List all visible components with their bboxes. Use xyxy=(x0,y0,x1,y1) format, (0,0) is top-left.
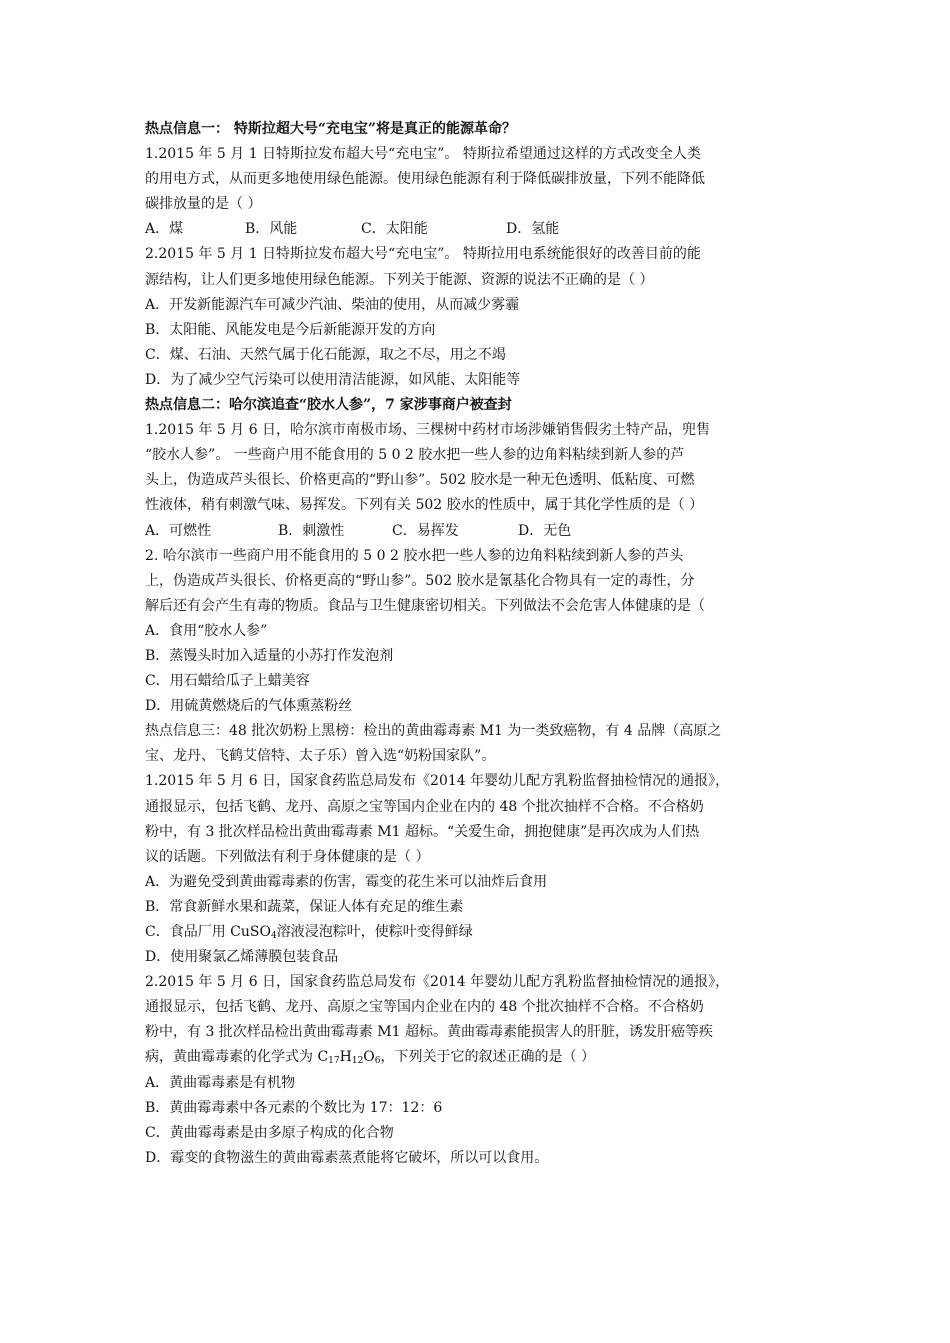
option-b: B．太阳能、风能发电是今后新能源开发的方向 xyxy=(145,321,436,338)
option-b: B．蒸馒头时加入适量的小苏打作发泡剂 xyxy=(145,647,394,664)
formula-h: H xyxy=(339,1049,352,1066)
option-a: A．为避免受到黄曲霉毒素的伤害，霉变的花生米可以油炸后食用 xyxy=(145,873,548,890)
formula-suffix: ，下列关于它的叙述正确的是（ ） xyxy=(380,1049,595,1066)
question-line: 源结构，让人们更多地使用绿色能源。下列关于能源、资源的说法不正确的是（ ） xyxy=(145,271,654,288)
options-row xyxy=(145,217,813,242)
formula-c-sub: 17 xyxy=(328,1056,340,1067)
option-d: D．氢能 xyxy=(506,221,560,238)
option-b: B．常食新鲜水果和蔬菜，保证人体有充足的维生素 xyxy=(145,898,464,915)
option-c-prefix: C．食品厂用 CuSO xyxy=(145,924,271,940)
section-heading-2: 热点信息二：哈尔滨追查“胶水人参”，7 家涉事商户被查封 xyxy=(145,397,512,414)
option-a: A．煤 xyxy=(145,221,184,238)
question-line: 2.2015 年 5 月 6 日，国家食药监总局发布《2014 年婴幼儿配方乳粉监督抽检情况的通报》， xyxy=(145,974,730,991)
question-line: 议的话题。下列做法有利于身体健康的是（ ） xyxy=(145,848,430,865)
option-c: C．黄曲霉毒素是由多原子构成的化合物 xyxy=(145,1124,394,1141)
question-line: 上，伪造成芦头很长、价格更高的“野山参”。502 胶水是氰基化合物具有一定的毒性，分 xyxy=(145,572,695,589)
question-line: 头上，伪造成芦头很长、价格更高的“野山参”。502 胶水是一种无色透明、低粘度、可燃 xyxy=(145,472,695,489)
question-line: 粉中，有 3 批次样品检出黄曲霉毒素 M1 超标。黄曲霉毒素能损害人的肝脏，诱发肝癌等疾 xyxy=(145,1024,713,1041)
question-line: 2. 哈尔滨市一些商户用不能食用的 5 0 2 胶水把一些人参的边角料粘续到新人参的芦头 xyxy=(145,547,684,564)
option-d: D．霉变的食物滋生的黄曲霉素蒸煮能将它破坏，所以可以食用。 xyxy=(145,1149,549,1166)
question-line: 2.2015 年 5 月 1 日特斯拉发布超大号“充电宝”。 特斯拉用电系统能很好的改善目前的能 xyxy=(145,246,701,263)
formula-h-sub: 12 xyxy=(351,1056,364,1067)
option-a: A．食用“胶水人参” xyxy=(145,622,268,639)
question-line: “胶水人参”。 一些商户用不能食用的 5 0 2 胶水把一些人参的边角料粘续到新人参的芦 xyxy=(145,447,685,464)
document-body xyxy=(145,117,813,1171)
question-line: 通报显示，包括飞鹤、龙丹、高原之宝等国内企业在内的 48 个批次抽样不合格。不合格奶 xyxy=(145,999,704,1016)
formula-prefix: 病，黄曲霉毒素的化学式为 C xyxy=(145,1049,329,1066)
option-c: C．煤、石油、天然气属于化石能源，取之不尽，用之不竭 xyxy=(145,346,506,363)
option-b: B．刺激性 xyxy=(278,522,345,539)
section-heading-3-cont: 宝、龙丹、飞鹤艾倍特、太子乐）曾入选“奶粉国家队”。 xyxy=(145,748,496,765)
option-d: D．使用聚氯乙烯薄膜包装食品 xyxy=(145,949,339,966)
option-b: B．黄曲霉毒素中各元素的个数比为 17：12：6 xyxy=(145,1099,443,1116)
option-c: C．易挥发 xyxy=(392,522,459,539)
question-line: 1.2015 年 5 月 6 日，国家食药监总局发布《2014 年婴幼儿配方乳粉监督抽检情况的通报》， xyxy=(145,773,730,790)
option-a: A．黄曲霉毒素是有机物 xyxy=(145,1074,296,1091)
options-row xyxy=(145,519,813,544)
option-a: A．开发新能源汽车可减少汽油、柴油的使用，从而减少雾霾 xyxy=(145,296,520,313)
formula-o-sub: 6 xyxy=(374,1056,381,1067)
option-c-suffix: 溶液浸泡粽叶，使粽叶变得鲜绿 xyxy=(276,924,473,940)
option-a: A．可燃性 xyxy=(145,522,212,539)
option-c-subscript: 4 xyxy=(270,931,277,941)
option-d: D．用硫黄燃烧后的气体熏蒸粉丝 xyxy=(145,698,353,715)
option-d: D．为了减少空气污染可以使用清洁能源，如风能、太阳能等 xyxy=(145,371,521,388)
option-c: C．用石蜡给瓜子上蜡美容 xyxy=(145,673,310,690)
option-b: B．风能 xyxy=(245,221,298,238)
question-line: 通报显示，包括飞鹤、龙丹、高原之宝等国内企业在内的 48 个批次抽样不合格。不合格奶 xyxy=(145,798,704,815)
question-line: 碳排放量的是（ ） xyxy=(145,196,262,213)
question-line: 性液体，稍有刺激气味、易挥发。下列有关 502 胶水的性质中，属于其化学性质的是（ ） xyxy=(145,497,704,514)
question-line: 解后还有会产生有毒的物质。食品与卫生健康密切相关。下列做法不会危害人体健康的是（ xyxy=(145,597,705,614)
section-heading-3: 热点信息三：48 批次奶粉上黑榜：检出的黄曲霉毒素 M1 为一类致癌物，有 4 品牌（高原之 xyxy=(145,723,722,740)
question-line: 1.2015 年 5 月 1 日特斯拉发布超大号“充电宝”。 特斯拉希望通过这样的方式改变全人类 xyxy=(145,146,701,163)
question-line: 的用电方式，从而更多地使用绿色能源。使用绿色能源有利于降低碳排放量，下列不能降低 xyxy=(145,171,705,188)
section-heading-1: 热点信息一： 特斯拉超大号“充电宝”将是真正的能源革命？ xyxy=(145,121,516,137)
option-d: D．无色 xyxy=(518,522,572,539)
question-line: 1.2015 年 5 月 6 日，哈尔滨市南极市场、三棵树中药材市场涉嫌销售假劣土特产品，兜售 xyxy=(145,422,711,439)
formula-o: O xyxy=(363,1049,375,1066)
formula-line xyxy=(145,1045,813,1070)
option-c: C．太阳能 xyxy=(361,221,428,238)
question-line: 粉中，有 3 批次样品检出黄曲霉毒素 M1 超标。“关爱生命，拥抱健康”是再次成为人们热 xyxy=(145,823,700,840)
option-c xyxy=(145,920,813,945)
